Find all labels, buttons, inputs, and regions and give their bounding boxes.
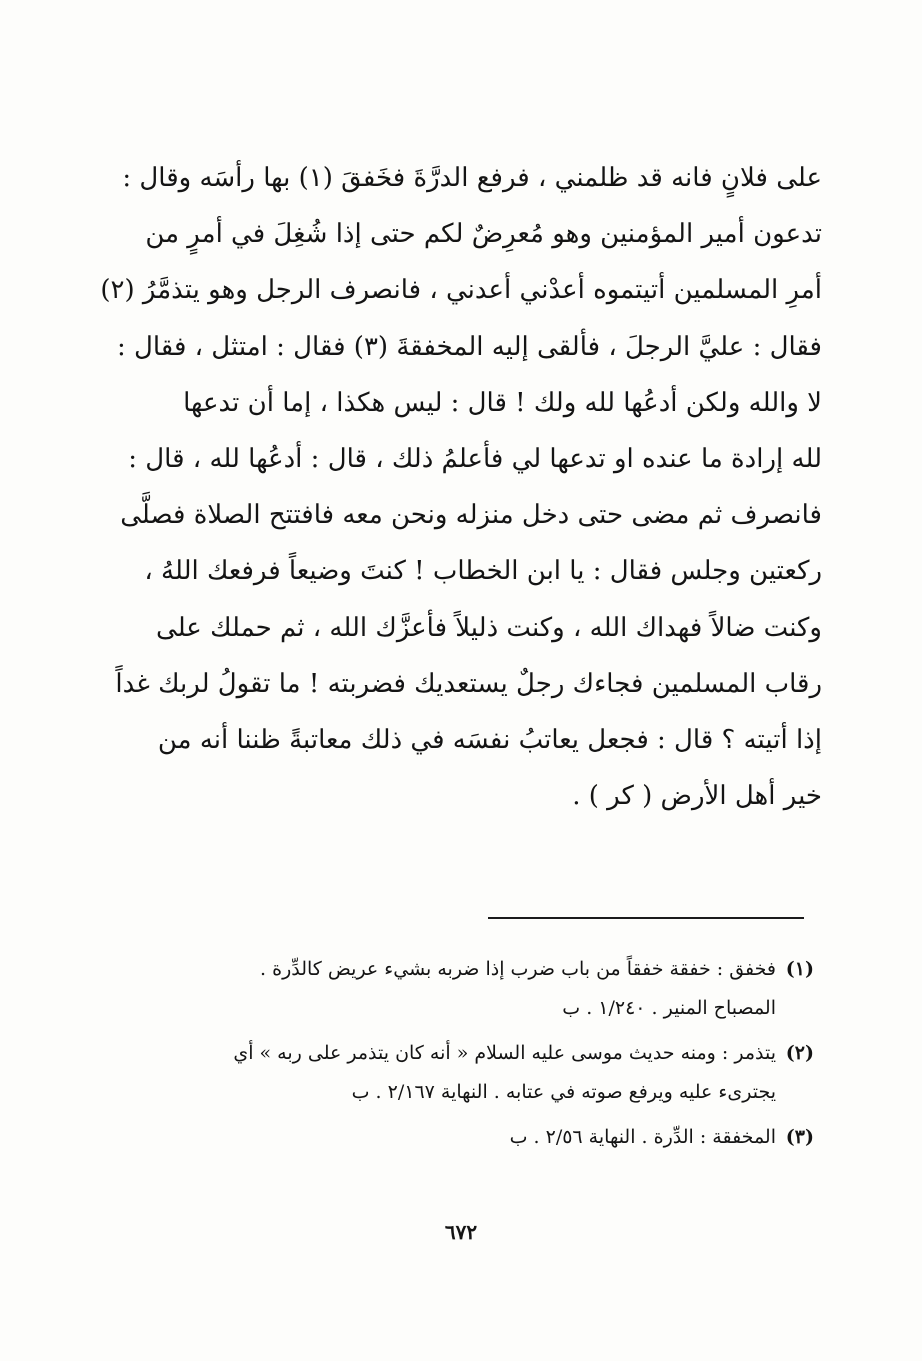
footnote-2 (114, 1034, 814, 1112)
footnote-line: المصباح المنير . ١/٢٤٠ . ب (562, 997, 776, 1019)
footnote-number: (١) (785, 958, 814, 980)
text-line: لا والله ولكن أدعُها لله ولك ! قال : ليس هكذا ، إما أن تدعها (183, 387, 822, 418)
text-line: تدعون أمير المؤمنين وهو مُعرِضٌ لكم حتى إذا شُغِلَ في أمرٍ من (145, 219, 822, 250)
text-line: إذا أتيته ؟ قال : فجعل يعاتبُ نفسَه في ذلك معاتبةً ظننا أنه من (157, 725, 822, 756)
main-text (100, 150, 822, 824)
footnotes (114, 950, 814, 1163)
text-line: لله إرادة ما عنده او تدعها لي فأعلمُ ذلك ، قال : أدعُها لله ، قال : (128, 444, 822, 475)
footnote-line: فخفق : خفقة خفقاً من باب ضرب إذا ضربه بشيء عريض كالدِّرة . (260, 958, 776, 980)
footnote-1 (114, 950, 814, 1028)
footnote-divider (488, 917, 804, 919)
text-line: رقاب المسلمين فجاءك رجلٌ يستعديك فضربته ! ما تقولُ لربك غداً (115, 668, 822, 699)
text-line: خير أهل الأرض ( كر ) . (572, 781, 822, 812)
text-line: على فلانٍ فانه قد ظلمني ، فرفع الدرَّةَ فخَفقَ (١) بها رأسَه وقال : (122, 163, 822, 193)
text-line: أمرِ المسلمين أتيتموه أعدْني أعدني ، فانصرف الرجل وهو يتذمَّرُ (٢) (100, 275, 822, 306)
text-line: فقال : عليَّ الرجلَ ، فألقى إليه المخفقةَ (٣) فقال : امتثل ، فقال : (116, 331, 822, 362)
page-number: ٦٧٢ (444, 1220, 478, 1244)
text-line: ركعتين وجلس فقال : يا ابن الخطاب ! كنتَ وضيعاً فرفعك اللهُ ، (144, 556, 822, 587)
footnote-line: يتذمر : ومنه حديث موسى عليه السلام « أنه كان يتذمر على ربه » أي (233, 1042, 776, 1064)
footnote-number: (٣) (785, 1126, 814, 1148)
footnote-line: يجترىء عليه ويرفع صوته في عتابه . النهاية ٢/١٦٧ . ب (351, 1081, 776, 1103)
footnote-3 (114, 1118, 814, 1157)
footnote-number: (٢) (785, 1042, 814, 1064)
footnote-line: المخفقة : الدِّرة . النهاية ٢/٥٦ . ب (509, 1126, 776, 1148)
text-line: فانصرف ثم مضى حتى دخل منزله ونحن معه فافتتح الصلاة فصلَّى (120, 500, 822, 531)
text-line: وكنت ضالاً فهداك الله ، وكنت ذليلاً فأعزَّك الله ، ثم حملك على (156, 612, 822, 643)
